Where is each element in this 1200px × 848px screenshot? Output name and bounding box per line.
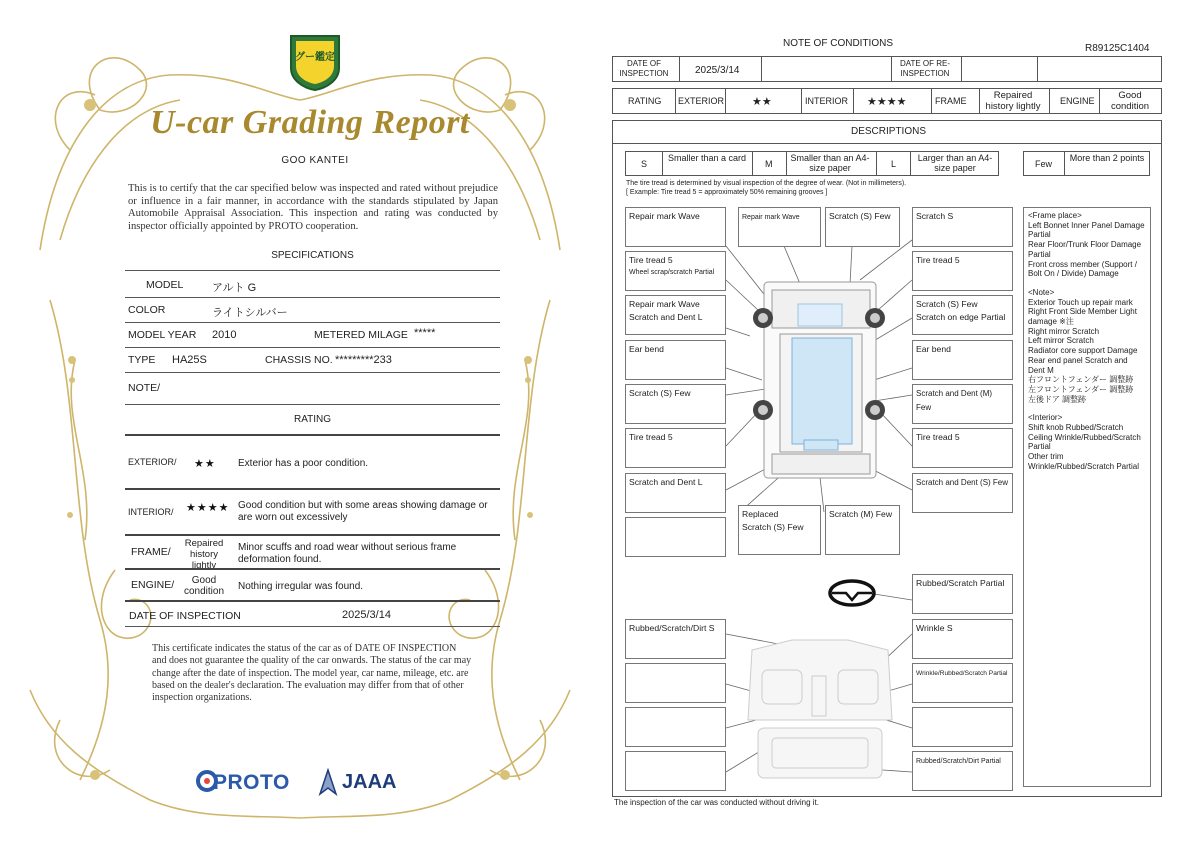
divider [125,270,500,271]
note-box [625,384,726,424]
certificate-intro: This is to certify that the car specified below was inspected and rated without prejudice or influence in a fair manner, in accordance with the standards stipulated by Japan Automobile Appraisal Association. This inspection and rating was conducted by inspector officially appointed by PROTO cooperation. [128,183,498,232]
note-box [912,473,1013,513]
sheet-title: NOTE OF CONDITIONS [783,38,893,49]
tire-note-1: The tire tread is determined by visual inspection of the degree of wear. (Not in millimeters). [626,180,907,187]
jaaa-logo: JAAA [342,771,397,793]
note-text: Ear bend [629,344,664,354]
legend-s-desc: Smaller than a card [667,153,747,163]
note-line: 左フロントフェンダー 調整跡 [1028,384,1134,394]
note-box [625,207,726,247]
divider [125,347,500,348]
engine-label: ENGINE [1060,96,1095,106]
date-of-inspection-value: 2025/3/14 [342,609,391,621]
note-text: Rubbed/Scratch/Dirt S [629,623,715,633]
chassis-label: CHASSIS NO. [265,354,333,366]
note-text: Tire tread 5 [916,255,960,265]
sheet-footer: The inspection of the car was conducted without driving it. [614,798,819,807]
tire-note-2: [ Example: Tire tread 5 = approximately 50% remaining grooves ] [626,189,828,196]
interior-label: INTERIOR/ [128,507,174,517]
note-line: <Note> [1028,287,1055,297]
note-box [625,619,726,659]
frame-label: FRAME [935,96,967,106]
note-text: Scratch and Dent L [629,311,703,322]
note-line: Shift knob Rubbed/Scratch [1028,423,1124,433]
note-box [738,207,821,247]
note-box [825,505,900,555]
note-spacer [1028,279,1146,288]
specifications-heading: SPECIFICATIONS [271,250,354,261]
note-box [912,384,1013,424]
note-text: Scratch and Dent (M) Few [916,389,993,412]
condition-notes-list [1023,207,1151,787]
rating-heading: RATING [293,414,332,425]
note-box [912,663,1013,703]
exterior-desc: Exterior has a poor condition. [238,458,369,469]
note-box [912,428,1013,468]
date-of-inspection-label: DATE OF INSPECTION [129,610,241,622]
divider [125,488,500,490]
color-label: COLOR [128,304,166,316]
divider [125,626,500,627]
note-box [912,340,1013,380]
note-line: Left Bonnet Inner Panel Damage Partial [1028,220,1145,240]
legend-l: L [891,159,897,169]
divider [125,434,500,436]
certificate-footer-note: This certificate indicates the status of the car as of DATE OF INSPECTION and does not guarantee the quality of the car onwards. The status of the car may change after the date of inspection. The model year, car name, mileage, etc. are based on the dealer's declaration. The evaluation may differ from that of other inspection organizations. [152,643,472,704]
divider [125,534,500,536]
metered-mileage-label: METERED MILAGE [314,329,408,341]
date-of-inspection-label: DATE OF INSPECTION [619,59,669,78]
note-line: 左後ドア 調整跡 [1028,394,1086,404]
note-box-empty [625,751,726,791]
legend-few-desc: More than 2 points [1069,153,1145,163]
note-box [625,428,726,468]
descriptions-heading: DESCRIPTIONS [851,126,927,137]
rating-label: RATING [628,96,662,106]
exterior-stars: ★★ [752,96,772,108]
legend-m: M [765,159,773,169]
note-line: Left mirror Scratch [1028,336,1094,346]
note-text: Ear bend [916,344,951,354]
model-label: MODEL [146,279,184,291]
note-text: Scratch S [916,211,954,221]
note-text: Scratch (S) Few [629,388,691,398]
note-text: Wrinkle/Rubbed/Scratch Partial [916,670,1008,677]
note-text: Tire tread 5 [629,432,673,442]
note-line: <Frame place> [1028,211,1082,220]
legend-m-desc: Smaller than an A4-size paper [790,153,870,173]
interior-desc: Good condition but with some areas showing damage or are worn out excessively [238,500,488,523]
certificate-subtitle: GOO KANTEI [281,155,349,166]
note-text: Repair mark Wave [629,299,700,309]
note-text: Scratch on edge Partial [916,311,1006,322]
chassis-value: *********233 [335,354,392,366]
divider [125,322,500,323]
date-of-inspection-value: 2025/3/14 [695,65,740,76]
note-text: Repair mark Wave [742,214,800,221]
exterior-stars: ★★ [194,458,216,470]
note-box [625,340,726,380]
legend-s: S [641,159,648,169]
frame-desc: Minor scuffs and road wear without serious frame deformation found. [238,542,457,565]
divider [125,568,500,570]
note-box [625,251,726,291]
note-line: <Interior> [1028,413,1063,423]
exterior-label: EXTERIOR/ [128,457,177,467]
note-text: Repair mark Wave [629,211,700,221]
note-box-empty [625,707,726,747]
note-line: 右フロントフェンダー 調整跡 [1028,375,1134,385]
model-value: アルト G [212,282,257,294]
interior-label: INTERIOR [805,96,849,106]
note-line: Rear end panel Scratch and Dent M [1028,355,1128,375]
date-of-reinspection-label: DATE OF RE-INSPECTION [899,59,951,78]
interior-stars: ★★★★ [867,96,907,108]
note-box [912,207,1013,247]
note-line: Radiator core support Damage [1028,346,1138,356]
legend-l-desc: Larger than an A4-size paper [917,153,993,173]
note-box-empty [625,517,726,557]
note-text: Scratch (M) Few [829,509,893,519]
note-line: Front cross member (Support / Bolt On / Divide) Damage [1028,259,1137,279]
goo-kantei-badge [287,32,343,92]
note-text: Tire tread 5 [629,255,673,265]
note-box [912,751,1013,791]
certificate-title: U-car Grading Report [150,104,470,141]
note-line: Exterior Touch up repair mark [1028,297,1133,307]
note-box [912,619,1013,659]
note-text: Scratch and Dent (S) Few [916,478,1009,487]
note-box [625,295,726,335]
note-text: Wheel scrap/scratch Partial [629,268,715,276]
jaaa-logo-icon [318,768,338,796]
note-line: Right Front Side Member Light damage ※注 [1028,307,1137,327]
engine-desc: Nothing irregular was found. [238,581,364,592]
note-box [912,295,1013,335]
badge-text: グー鑑定 [295,52,335,63]
frame-label: FRAME/ [131,546,171,558]
divider [125,600,500,602]
note-box [912,251,1013,291]
note-text: Scratch (S) Few [829,211,891,221]
note-text: Scratch (S) Few [742,521,804,532]
type-label: TYPE [128,354,156,366]
note-text: Tire tread 5 [916,432,960,442]
interior-stars: ★★★★ [186,502,230,514]
divider [125,297,500,298]
note-text: Scratch and Dent L [629,477,703,487]
type-value: HA25S [172,354,207,366]
note-line: Other trim Wrinkle/Rubbed/Scratch Partial [1028,452,1140,471]
engine-value: Good condition [1110,90,1150,112]
color-value: ライトシルバー [212,307,288,319]
note-box [738,505,821,555]
frame-value: Repaired history lightly [985,90,1041,112]
note-text: Scratch (S) Few [916,299,978,309]
proto-logo: PROTO [213,771,290,794]
note-line: Ceiling Wrinkle/Rubbed/Scratch Partial [1028,432,1141,452]
note-label: NOTE/ [128,382,161,394]
report-id: R89125C1404 [1085,43,1150,54]
divider [125,372,500,373]
note-text: Replaced [742,509,779,519]
frame-value: Repaired history lightly [184,538,224,571]
note-text: Rubbed/Scratch Partial [916,578,1005,588]
note-text: Wrinkle S [916,623,953,633]
note-box-empty [625,663,726,703]
metered-mileage-value: ***** [414,327,436,339]
note-box [825,207,900,247]
engine-value: Good condition [183,575,225,597]
note-box [912,574,1013,614]
note-spacer [1028,404,1146,413]
legend-few: Few [1035,159,1053,169]
note-line: Right mirror Scratch [1028,326,1100,336]
engine-label: ENGINE/ [131,579,175,591]
note-box [625,473,726,513]
note-text: Rubbed/Scratch/Dirt Partial [916,758,1001,765]
divider [125,404,500,405]
exterior-label: EXTERIOR [678,96,725,106]
note-box-empty [912,707,1013,747]
model-year-value: 2010 [212,329,237,341]
model-year-label: MODEL YEAR [128,329,197,341]
note-line: Rear Floor/Trunk Floor Damage Partial [1028,240,1142,259]
